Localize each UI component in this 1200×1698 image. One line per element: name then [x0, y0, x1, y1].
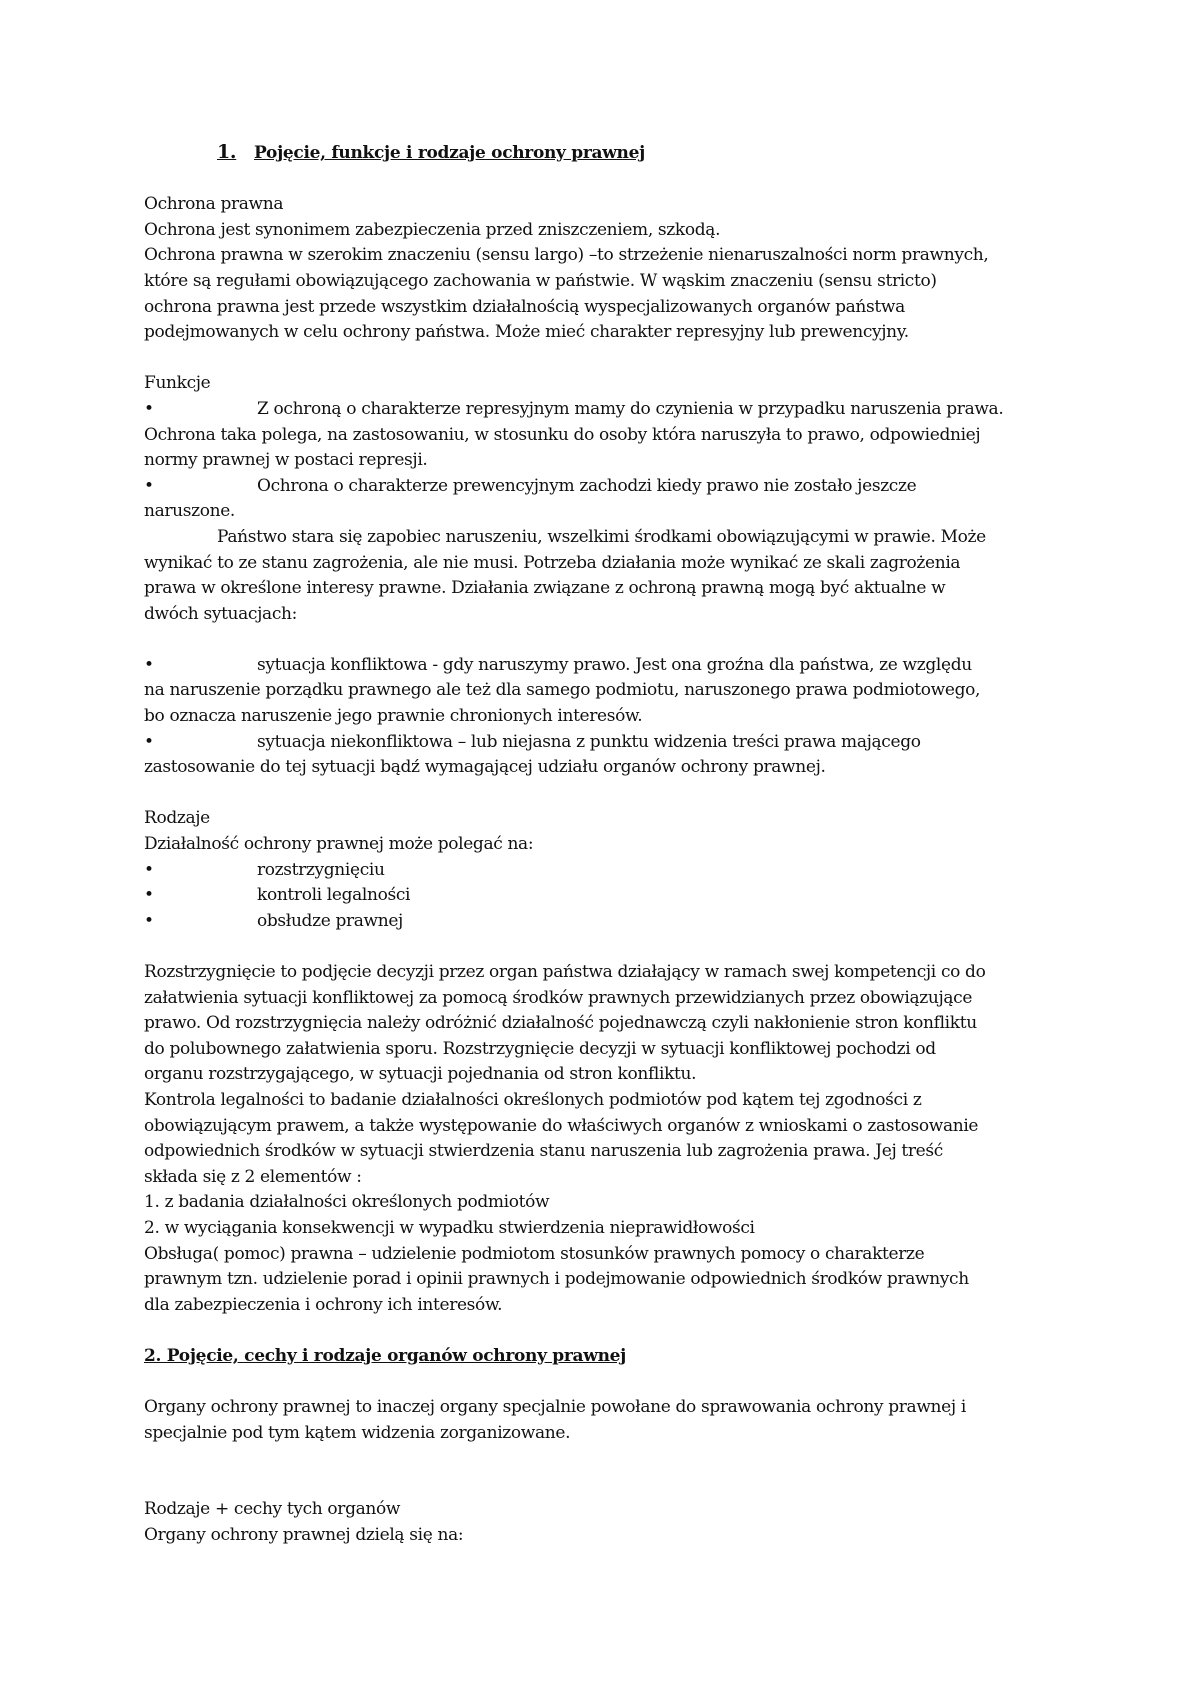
paragraph-line: Kontrola legalności to badanie działalności określonych podmiotów pod kątem tej zgodności z: [144, 1089, 922, 1110]
spacer: [144, 1318, 1084, 1344]
section-label-rodzaje: Rodzaje: [144, 808, 210, 829]
heading-1-number: 1.: [217, 141, 237, 163]
paragraph-line: wynikać to ze stanu zagrożenia, ale nie musi. Potrzeba działania może wynikać ze skali zagrożenia: [144, 552, 961, 573]
section-label-rodzaje-cechy: Rodzaje + cechy tych organów: [144, 1499, 401, 1520]
bullet-text: Z ochroną o charakterze represyjnym mamy do czynienia w przypadku naruszenia prawa.: [257, 398, 1004, 419]
spacer: [144, 1446, 1084, 1472]
spacer: [144, 781, 1084, 807]
paragraph-line: normy prawnej w postaci represji.: [144, 450, 428, 471]
spacer: [144, 1370, 1084, 1396]
paragraph-line: Obsługa( pomoc) prawna – udzielenie podmiotom stosunków prawnych pomocy o charakterze: [144, 1243, 925, 1264]
paragraph-line: ochrona prawna jest przede wszystkim działalnością wyspecjalizowanych organów państwa: [144, 296, 905, 317]
heading-1-title: Pojęcie, funkcje i rodzaje ochrony prawnej: [254, 143, 645, 163]
bullet-icon: •: [144, 885, 154, 906]
bullet-icon: •: [144, 731, 154, 752]
paragraph-line: Ochrona taka polega, na zastosowaniu, w stosunku do osoby która naruszyła to prawo, odpowiedniej: [144, 424, 981, 445]
bullet-item: [144, 397, 1084, 423]
bullet-text: sytuacja konfliktowa - gdy naruszymy prawo. Jest ona groźna dla państwa, ze względu: [257, 654, 972, 675]
spacer: [144, 934, 1084, 960]
paragraph-line: naruszone.: [144, 501, 235, 522]
paragraph-line: 1. z badania działalności określonych podmiotów: [144, 1192, 550, 1213]
section-label-ochrona: Ochrona prawna: [144, 194, 284, 215]
paragraph-line: 2. w wyciągania konsekwencji w wypadku stwierdzenia nieprawidłowości: [144, 1217, 755, 1238]
paragraph-line: organu rozstrzygającego, w sytuacji pojednania od stron konfliktu.: [144, 1064, 697, 1085]
paragraph-line: zastosowanie do tej sytuacji bądź wymagającej udziału organów ochrony prawnej.: [144, 757, 826, 778]
bullet-item: [144, 883, 1084, 909]
paragraph-line: załatwienia sytuacji konfliktowej za pomocą środków prawnych przewidzianych przez obowiązujące: [144, 987, 973, 1008]
paragraph-line: na naruszenie porządku prawnego ale też dla samego podmiotu, naruszonego prawa podmiotowego,: [144, 680, 981, 701]
paragraph-line: dla zabezpieczenia i ochrony ich interesów.: [144, 1294, 503, 1315]
paragraph-line: Organy ochrony prawnej to inaczej organy specjalnie powołane do sprawowania ochrony prawnej i: [144, 1397, 966, 1418]
paragraph-line: Działalność ochrony prawnej może polegać na:: [144, 834, 534, 855]
paragraph-line: składa się z 2 elementów :: [144, 1166, 362, 1187]
document-body: [144, 140, 1084, 1549]
paragraph-line: do polubownego załatwienia sporu. Rozstrzygnięcie decyzji w sytuacji konfliktowej pochodzi od: [144, 1038, 936, 1059]
bullet-text: kontroli legalności: [257, 885, 411, 906]
bullet-icon: •: [144, 910, 154, 931]
bullet-item: [144, 909, 1084, 935]
paragraph-line: dwóch sytuacjach:: [144, 603, 297, 624]
paragraph-line: prawnym tzn. udzielenie porad i opinii prawnych i podejmowanie odpowiednich środków prawnych: [144, 1269, 969, 1290]
paragraph-line: odpowiednich środków w sytuacji stwierdzenia stanu naruszenia lub zagrożenia prawa. Jej treść: [144, 1141, 943, 1162]
bullet-text: obsłudze prawnej: [257, 910, 403, 931]
section-label-funkcje: Funkcje: [144, 373, 211, 394]
paragraph-line: Państwo stara się zapobiec naruszeniu, wszelkimi środkami obowiązującymi w prawie. Może: [217, 526, 986, 547]
bullet-text: Ochrona o charakterze prewencyjnym zachodzi kiedy prawo nie zostało jeszcze: [257, 475, 917, 496]
paragraph-line: prawo. Od rozstrzygnięcia należy odróżnić działalność pojednawczą czyli nakłonienie stron konfliktu: [144, 1013, 977, 1034]
paragraph-line: obowiązującym prawem, a także występowanie do właściwych organów z wnioskami o zastosowanie: [144, 1115, 979, 1136]
paragraph-line: podejmowanych w celu ochrony państwa. Może mieć charakter represyjny lub prewencyjny.: [144, 322, 909, 343]
paragraph-line: Rozstrzygnięcie to podjęcie decyzji przez organ państwa działający w ramach swej kompetencji co do: [144, 962, 986, 982]
spacer: [144, 1472, 1084, 1498]
bullet-text: rozstrzygnięciu: [257, 859, 385, 880]
paragraph-line: Ochrona jest synonimem zabezpieczenia przed zniszczeniem, szkodą.: [144, 219, 721, 240]
heading-2: 2. Pojęcie, cechy i rodzaje organów ochrony prawnej: [144, 1345, 627, 1366]
bullet-item: [144, 858, 1084, 884]
spacer: [144, 167, 1084, 193]
bullet-text: sytuacja niekonfliktowa – lub niejasna z punktu widzenia treści prawa mającego: [257, 731, 921, 752]
paragraph-line: Organy ochrony prawnej dzielą się na:: [144, 1525, 464, 1546]
paragraph-line: bo oznacza naruszenie jego prawnie chronionych interesów.: [144, 706, 643, 727]
bullet-item: [144, 474, 1084, 500]
bullet-icon: •: [144, 859, 154, 880]
heading-1: [144, 140, 1084, 167]
spacer: [144, 346, 1084, 372]
paragraph-line: które są regułami obowiązującego zachowania w państwie. W wąskim znaczeniu (sensu stricto): [144, 270, 937, 291]
bullet-icon: •: [144, 654, 154, 675]
spacer: [144, 627, 1084, 653]
bullet-icon: •: [144, 398, 154, 419]
paragraph-line: prawa w określone interesy prawne. Działania związane z ochroną prawną mogą być aktualne w: [144, 578, 946, 599]
bullet-item: [144, 653, 1084, 679]
paragraph-line: specjalnie pod tym kątem widzenia zorganizowane.: [144, 1422, 571, 1443]
bullet-item: [144, 730, 1084, 756]
paragraph-line: Ochrona prawna w szerokim znaczeniu (sensu largo) –to strzeżenie nienaruszalności norm prawnych,: [144, 245, 989, 266]
bullet-icon: •: [144, 475, 154, 496]
